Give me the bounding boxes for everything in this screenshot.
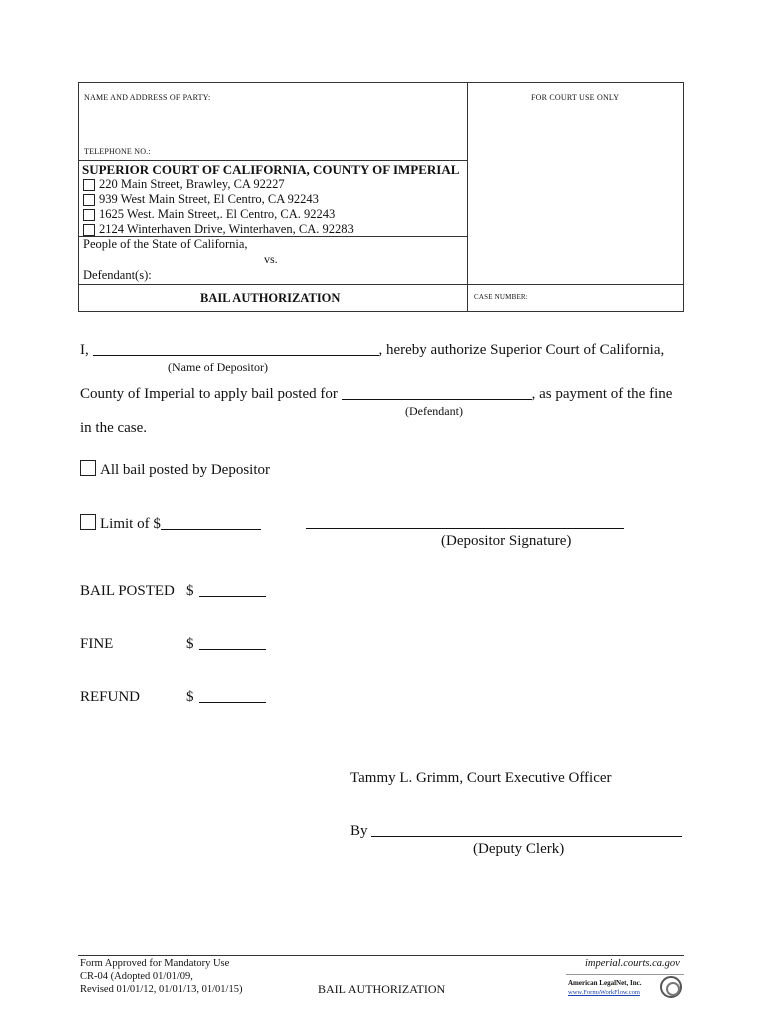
telephone-label: TELEPHONE NO.: [84,147,151,156]
address-option[interactable] [83,207,354,222]
limit-amount-field[interactable] [161,516,261,530]
address-option[interactable] [83,222,354,237]
signature-caption: (Depositor Signature) [441,533,572,549]
case-number-label: CASE NUMBER: [474,293,528,301]
bail-posted-field[interactable] [199,583,266,597]
form-title: BAIL AUTHORIZATION [200,291,341,305]
defendant-caption: (Defendant) [405,404,463,418]
dollar-sign: $ [186,636,194,652]
checkbox[interactable] [80,514,96,530]
footer-form-id: CR-04 (Adopted 01/01/09, [80,971,193,982]
footer-title: BAIL AUTHORIZATION [318,982,446,996]
by-row [350,823,682,840]
checkbox[interactable] [83,224,95,236]
court-use-label: FOR COURT USE ONLY [531,93,620,102]
refund-field[interactable] [199,689,266,703]
table-divider-vertical [467,82,468,311]
defendant-label: Defendant(s): [83,268,152,282]
fine-field[interactable] [199,636,266,650]
refund-row [80,689,280,706]
checkbox[interactable] [83,209,95,221]
vs-text: vs. [264,252,278,266]
depositor-name-field[interactable] [93,342,379,356]
option-all-label: All bail posted by Depositor [100,462,270,478]
address-text: 939 West Main Street, El Centro, CA 92243 [99,192,319,206]
checkbox[interactable] [83,179,95,191]
address-option[interactable] [83,177,354,192]
bail-posted-label: BAIL POSTED [80,583,175,599]
authorization-line-2 [80,386,672,403]
publisher-link[interactable]: www.FormsWorkFlow.com [568,989,640,996]
address-text: 2124 Winterhaven Drive, Winterhaven, CA. 92283 [99,222,354,236]
court-officer: Tammy L. Grimm, Court Executive Officer [350,770,612,786]
bail-posted-row [80,583,280,600]
footer-approval: Form Approved for Mandatory Use [80,958,230,969]
authorization-line-3: in the case. [80,420,148,436]
checkbox[interactable] [83,194,95,206]
checkbox[interactable] [80,460,96,476]
option-all-bail[interactable] [80,460,270,479]
footer-website: imperial.courts.ca.gov [585,958,680,969]
table-divider-telephone [78,160,468,161]
defendant-name-field[interactable] [342,386,532,400]
publisher-logo-icon [660,976,682,998]
publisher-name: American LegalNet, Inc. [568,979,642,987]
deputy-clerk-signature-field[interactable] [371,823,682,837]
dollar-sign: $ [186,583,194,599]
line2-suffix: , as payment of the fine [531,386,673,402]
table-divider-title [78,284,684,285]
dollar-sign: $ [186,689,194,705]
name-address-label: NAME AND ADDRESS OF PARTY: [84,93,211,102]
refund-label: REFUND [80,689,141,705]
footer-rule [78,955,684,956]
option-limit-label: Limit of $ [100,516,161,532]
court-title: SUPERIOR COURT OF CALIFORNIA, COUNTY OF IMPERIAL [82,162,460,177]
address-text: 1625 West. Main Street,. El Centro, CA. 92243 [99,207,336,221]
depositor-caption: (Name of Depositor) [168,360,268,374]
authorization-line-1 [80,342,664,359]
footer-revised: Revised 01/01/12, 01/01/13, 01/01/15) [80,984,243,995]
plaintiff-text: People of the State of California, [83,237,248,251]
fine-row [80,636,280,653]
line1-suffix: , hereby authorize Superior Court of California, [378,342,665,358]
deputy-caption: (Deputy Clerk) [473,841,565,857]
line2-prefix: County of Imperial to apply bail posted for [80,386,338,402]
by-label: By [350,823,368,839]
option-limit[interactable] [80,514,261,533]
fine-label: FINE [80,636,114,652]
address-option[interactable] [83,192,354,207]
publisher-badge [566,974,684,1000]
line1-prefix: I, [80,342,89,358]
address-text: 220 Main Street, Brawley, CA 92227 [99,177,285,191]
depositor-signature-field[interactable] [306,515,624,529]
court-address-list [83,177,354,237]
